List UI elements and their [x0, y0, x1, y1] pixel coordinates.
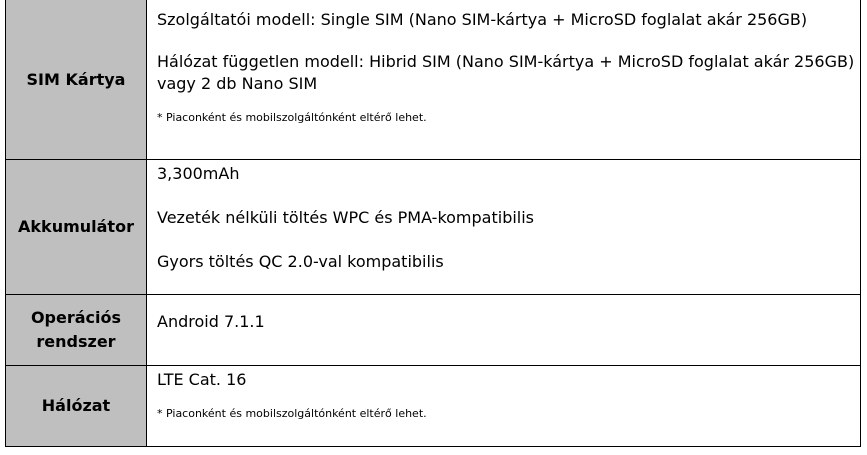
network-note: * Piaconként és mobilszolgáltónként eltérő lehet. — [157, 407, 427, 420]
label-os-line-2: rendszer — [36, 332, 116, 351]
table-row-sim-card — [6, 0, 861, 160]
label-battery — [6, 160, 147, 295]
label-os — [6, 295, 147, 366]
label-sim-card — [6, 0, 147, 160]
label-sim-card-text: SIM Kártya — [26, 69, 126, 89]
label-battery-text: Akkumulátor — [18, 217, 134, 236]
value-sim-card — [147, 0, 861, 160]
sim-carrier-model: Szolgáltatói modell: Single SIM (Nano SIM-kártya + MicroSD foglalat akár 256GB) — [157, 10, 808, 29]
table-row-os — [6, 295, 861, 366]
spec-table — [5, 0, 861, 447]
table-row-battery — [6, 160, 861, 295]
battery-fast-charging: Gyors töltés QC 2.0-val kompatibilis — [157, 252, 444, 271]
value-network — [147, 366, 861, 447]
sim-unlocked-model: Hálózat független modell: Hibrid SIM (Nano SIM-kártya + MicroSD foglalat akár 256GB) vagy 2 db Nano SIM — [157, 52, 855, 93]
os-version: Android 7.1.1 — [157, 312, 265, 331]
label-network — [6, 366, 147, 447]
label-os-line-1: Operációs — [30, 308, 122, 327]
network-lte: LTE Cat. 16 — [157, 370, 247, 389]
table-row-network — [6, 366, 861, 447]
value-battery — [147, 160, 861, 295]
battery-capacity: 3,300mAh — [157, 164, 240, 183]
sim-note: * Piaconként és mobilszolgáltónként eltérő lehet. — [157, 111, 427, 124]
battery-wireless-charging: Vezeték nélküli töltés WPC és PMA-kompatibilis — [157, 208, 535, 227]
value-os — [147, 295, 861, 366]
label-network-text: Hálózat — [41, 396, 111, 415]
